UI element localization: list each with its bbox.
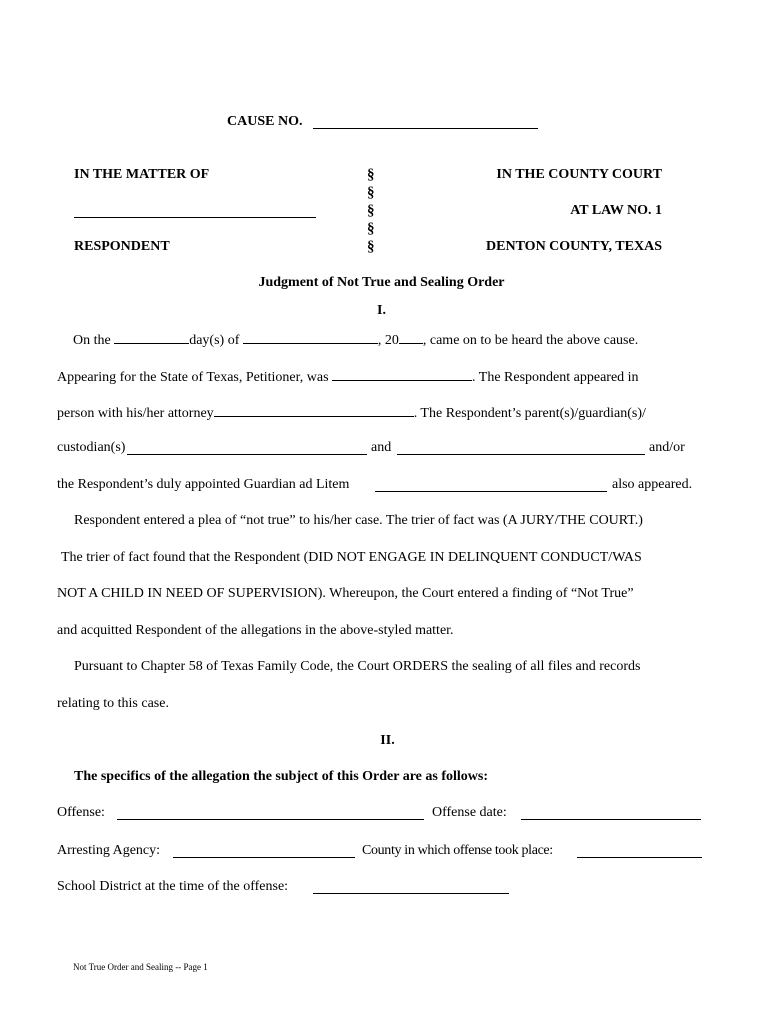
petitioner-attorney-blank[interactable] (332, 367, 472, 381)
cause-number-label: CAUSE NO. (227, 114, 303, 129)
school-district-blank[interactable] (313, 893, 509, 894)
paragraph-line-6: Respondent entered a plea of “not true” to his/her case. The trier of fact was (A JURY/THE COURT.) (74, 513, 643, 528)
page-footer: Not True Order and Sealing -- Page 1 (73, 962, 208, 972)
school-district-label: School District at the time of the offense: (57, 879, 289, 894)
paragraph-line-11: relating to this case. (57, 696, 169, 711)
offense-date-label: Offense date: (432, 805, 507, 820)
paragraph-line-3: person with his/her attorney . The Respondent’s parent(s)/guardian(s)/ (57, 403, 646, 422)
section-sign: § (367, 185, 375, 201)
day-blank[interactable] (114, 330, 189, 344)
year-blank[interactable] (399, 330, 423, 344)
section-sign: § (367, 221, 375, 237)
respondent-label: RESPONDENT (74, 239, 170, 254)
paragraph-line-5: the Respondent’s duly appointed Guardian ad Litem also appeared. (57, 477, 693, 492)
offense-blank[interactable] (117, 819, 424, 820)
offense-county-blank[interactable] (577, 857, 702, 858)
respondent-name-blank[interactable] (74, 217, 316, 218)
section-two-heading: The specifics of the allegation the subject of this Order are as follows: (74, 769, 488, 784)
document-title: Judgment of Not True and Sealing Order (258, 275, 505, 290)
respondent-attorney-blank[interactable] (214, 403, 414, 417)
guardian-ad-litem-blank[interactable] (375, 491, 607, 492)
custodian-one-blank[interactable] (127, 454, 367, 455)
paragraph-line-7: The trier of fact found that the Respondent (DID NOT ENGAGE IN DELINQUENT CONDUCT/WAS (61, 550, 642, 565)
offense-county-label: County in which offense took place: (362, 843, 553, 858)
paragraph-line-4: custodian(s) and and/or (57, 440, 685, 455)
arresting-agency-blank[interactable] (173, 857, 355, 858)
offense-label: Offense: (57, 805, 105, 820)
section-one-numeral: I. (377, 303, 386, 318)
paragraph-line-1: On the day(s) of , 20 , came on to be heard the above cause. (73, 330, 638, 349)
month-blank[interactable] (243, 330, 378, 344)
section-two-numeral: II. (380, 733, 395, 748)
section-sign: § (367, 239, 375, 255)
offense-date-blank[interactable] (521, 819, 701, 820)
court-name: IN THE COUNTY COURT (496, 167, 662, 182)
arresting-agency-label: Arresting Agency: (57, 843, 161, 858)
paragraph-line-10: Pursuant to Chapter 58 of Texas Family Code, the Court ORDERS the sealing of all files and records (74, 659, 641, 674)
paragraph-line-9: and acquitted Respondent of the allegations in the above-styled matter. (57, 623, 454, 638)
section-sign: § (367, 203, 375, 219)
custodian-two-blank[interactable] (397, 454, 645, 455)
court-county: DENTON COUNTY, TEXAS (486, 239, 662, 254)
paragraph-line-2: Appearing for the State of Texas, Petitioner, was . The Respondent appeared in (57, 367, 639, 386)
cause-number-blank[interactable] (313, 128, 538, 129)
in-the-matter-of-label: IN THE MATTER OF (74, 167, 210, 182)
court-number: AT LAW NO. 1 (570, 203, 662, 218)
section-sign: § (367, 167, 375, 183)
paragraph-line-8: NOT A CHILD IN NEED OF SUPERVISION). Whereupon, the Court entered a finding of “Not True” (57, 586, 634, 601)
